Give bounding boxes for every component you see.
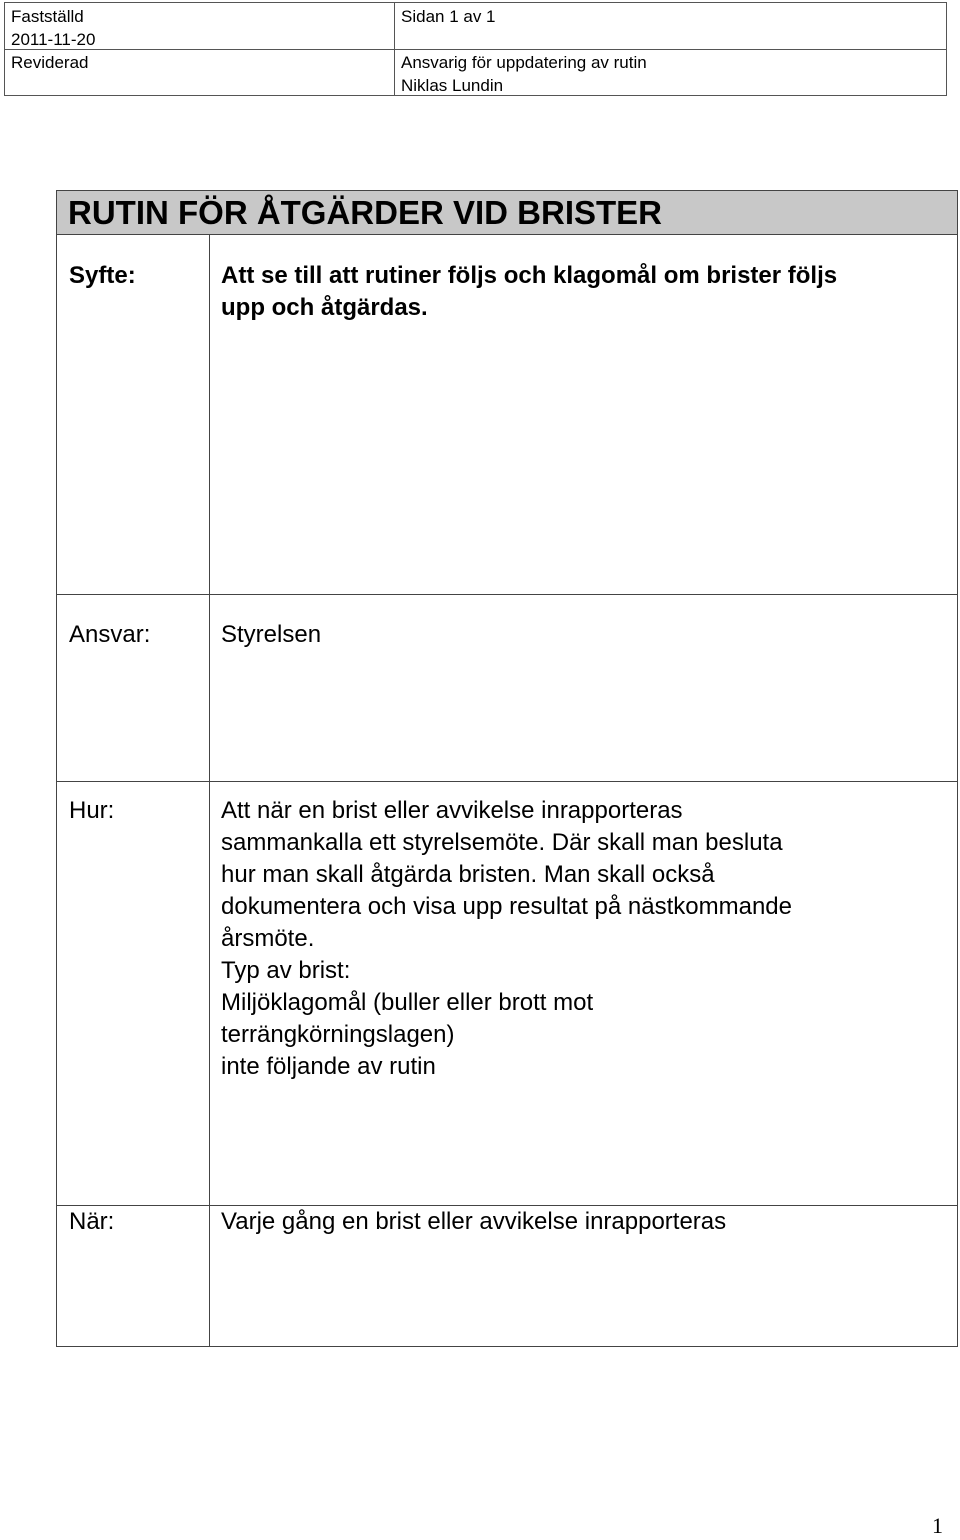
routine-title-bar — [57, 191, 957, 235]
document-header — [4, 2, 947, 96]
page-number: 1 — [932, 1513, 943, 1538]
hur-line: dokumentera och visa upp resultat på nästkommande — [221, 893, 792, 920]
row-divider-ansvar — [57, 594, 957, 595]
syfte-label: Syfte: — [69, 262, 136, 289]
nar-label: När: — [69, 1208, 115, 1235]
header-row-divider — [5, 49, 946, 50]
nar-line: Varje gång en brist eller avvikelse inrapporteras — [221, 1208, 727, 1235]
ansvar-line: Styrelsen — [221, 621, 322, 648]
ansvar-text — [221, 619, 951, 651]
syfte-line: upp och åtgärdas. — [221, 294, 428, 321]
reviderad-label: Reviderad — [11, 53, 89, 72]
hur-line: terrängkörningslagen) — [221, 1021, 455, 1048]
faststalld-label: Fastställd — [11, 7, 84, 26]
hur-text — [221, 795, 951, 1083]
syfte-line: Att se till att rutiner följs och klagomål om brister följs — [221, 262, 838, 289]
syfte-text — [221, 260, 951, 324]
routine-title: RUTIN FÖR ÅTGÄRDER VID BRISTER — [68, 194, 662, 231]
faststalld-date: 2011-11-20 — [11, 30, 96, 49]
row-divider-hur — [57, 781, 957, 782]
table-column-divider — [209, 235, 210, 1346]
ansvarig-label: Ansvarig för uppdatering av rutin — [401, 53, 647, 72]
hur-line: Att när en brist eller avvikelse inrapporteras — [221, 797, 683, 824]
ansvarig-name: Niklas Lundin — [401, 76, 504, 95]
hur-line: årsmöte. — [221, 925, 315, 952]
hur-line: sammankalla ett styrelsemöte. Där skall man besluta — [221, 829, 783, 856]
hur-line: Miljöklagomål (buller eller brott mot — [221, 989, 594, 1016]
hur-line: inte följande av rutin — [221, 1053, 436, 1080]
nar-text — [221, 1206, 951, 1238]
hur-line: hur man skall åtgärda bristen. Man skall också — [221, 861, 715, 888]
routine-table — [56, 190, 958, 1347]
hur-label: Hur: — [69, 797, 115, 824]
hur-line: Typ av brist: — [221, 957, 351, 984]
ansvar-label: Ansvar: — [69, 621, 151, 648]
page-info: Sidan 1 av 1 — [401, 7, 496, 26]
